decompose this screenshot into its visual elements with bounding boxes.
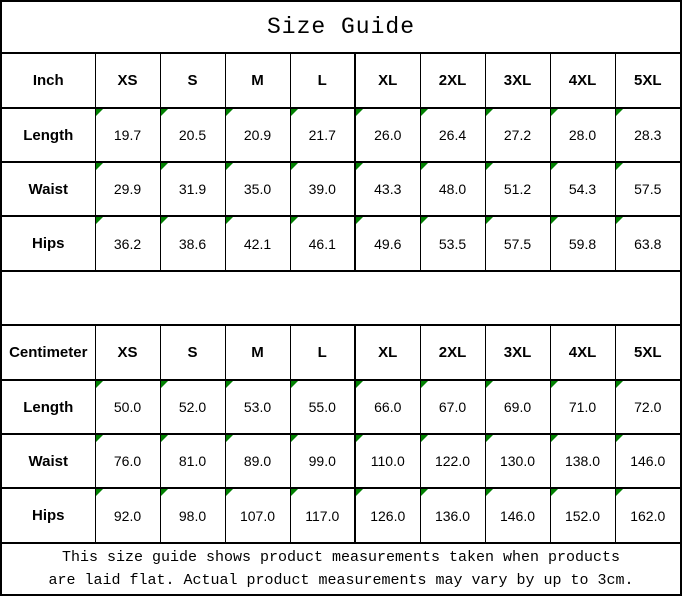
measurement-cell <box>420 380 485 434</box>
cell-corner-marker-icon <box>486 163 493 170</box>
measurement-cell <box>160 162 225 216</box>
measurement-value: 43.3 <box>374 181 402 197</box>
measurement-cell <box>420 434 485 488</box>
row-label: Hips <box>2 488 95 542</box>
measurement-value: 117.0 <box>305 507 340 524</box>
cell-corner-marker-icon <box>421 435 428 442</box>
measurement-value: 98.0 <box>178 507 207 524</box>
measurement-value: 51.2 <box>503 181 532 197</box>
measurement-value: 27.2 <box>503 127 532 143</box>
cell-corner-marker-icon <box>226 381 233 388</box>
cell-corner-marker-icon <box>551 109 558 116</box>
measurement-value: 20.5 <box>178 127 207 143</box>
row-label: Waist <box>2 162 95 216</box>
cell-corner-marker-icon <box>226 435 233 442</box>
cell-corner-marker-icon <box>551 163 558 170</box>
measurement-value: 122.0 <box>434 453 471 469</box>
measurement-value: 110.0 <box>370 453 405 469</box>
measurement-cell <box>550 488 615 542</box>
measurement-value: 107.0 <box>239 507 276 524</box>
measurement-value: 162.0 <box>630 507 666 524</box>
measurement-value: 21.7 <box>308 127 336 143</box>
size-header: L <box>290 326 355 380</box>
cell-corner-marker-icon <box>616 435 623 442</box>
measurement-cell <box>615 216 680 270</box>
measurement-cell <box>225 488 290 542</box>
measurement-cell <box>290 380 355 434</box>
cell-corner-marker-icon <box>291 435 298 442</box>
measurement-value: 35.0 <box>243 181 272 197</box>
cell-corner-marker-icon <box>96 163 103 170</box>
cell-corner-marker-icon <box>616 109 623 116</box>
table-row-hips-inch <box>2 216 680 270</box>
measurement-value: 66.0 <box>374 399 402 415</box>
measurement-value: 71.0 <box>568 399 597 415</box>
row-label: Waist <box>2 434 95 488</box>
measurement-cell <box>355 488 420 542</box>
measurement-cell <box>550 108 615 162</box>
table-row-hips-cm <box>2 488 680 542</box>
measurement-cell <box>615 108 680 162</box>
measurement-cell <box>290 216 355 270</box>
cell-corner-marker-icon <box>421 489 428 496</box>
measurement-value: 53.0 <box>243 399 272 415</box>
measurement-value: 146.0 <box>499 507 536 524</box>
measurement-value: 63.8 <box>634 235 662 252</box>
cell-corner-marker-icon <box>356 109 363 116</box>
size-header: S <box>160 326 225 380</box>
cell-corner-marker-icon <box>421 217 428 224</box>
cell-corner-marker-icon <box>161 489 168 496</box>
measurement-cell <box>290 108 355 162</box>
measurement-value: 26.4 <box>438 127 467 143</box>
measurement-value: 72.0 <box>634 399 662 415</box>
row-label: Length <box>2 108 95 162</box>
page-title: Size Guide <box>2 2 680 54</box>
measurement-value: 138.0 <box>564 453 601 469</box>
measurement-value: 28.0 <box>568 127 597 143</box>
measurement-cell <box>355 380 420 434</box>
size-header: M <box>225 54 290 108</box>
cell-corner-marker-icon <box>551 217 558 224</box>
cell-corner-marker-icon <box>226 163 233 170</box>
size-header: 4XL <box>550 326 615 380</box>
size-header: 3XL <box>485 326 550 380</box>
measurement-value: 81.0 <box>178 453 207 469</box>
size-header: 5XL <box>615 326 680 380</box>
measurement-cell <box>550 216 615 270</box>
measurement-cell <box>290 434 355 488</box>
measurement-value: 29.9 <box>113 181 142 197</box>
cell-corner-marker-icon <box>356 381 363 388</box>
measurement-value: 59.8 <box>568 235 597 252</box>
measurement-value: 52.0 <box>178 399 207 415</box>
cell-corner-marker-icon <box>291 217 298 224</box>
measurement-cell <box>485 108 550 162</box>
measurement-value: 152.0 <box>564 507 601 524</box>
cell-corner-marker-icon <box>486 109 493 116</box>
measurement-cell <box>615 162 680 216</box>
measurement-cell <box>485 162 550 216</box>
table-row-waist-inch <box>2 162 680 216</box>
measurement-cell <box>355 216 420 270</box>
measurement-cell <box>160 434 225 488</box>
measurement-cell <box>290 162 355 216</box>
size-header: 3XL <box>485 54 550 108</box>
cell-corner-marker-icon <box>486 489 493 496</box>
cell-corner-marker-icon <box>291 109 298 116</box>
cell-corner-marker-icon <box>96 381 103 388</box>
cell-corner-marker-icon <box>291 381 298 388</box>
size-header: S <box>160 54 225 108</box>
measurement-value: 67.0 <box>438 399 467 415</box>
measurement-cell <box>290 488 355 542</box>
measurement-cell <box>95 434 160 488</box>
table-row-length-cm <box>2 380 680 434</box>
size-header: 2XL <box>420 54 485 108</box>
measurement-cell <box>225 380 290 434</box>
cell-corner-marker-icon <box>161 109 168 116</box>
measurement-cell <box>420 108 485 162</box>
cell-corner-marker-icon <box>356 163 363 170</box>
footer-note <box>2 542 680 594</box>
cell-corner-marker-icon <box>356 217 363 224</box>
cell-corner-marker-icon <box>161 435 168 442</box>
cell-corner-marker-icon <box>96 489 103 496</box>
measurement-value: 99.0 <box>308 453 336 469</box>
measurement-cell <box>355 434 420 488</box>
cell-corner-marker-icon <box>226 217 233 224</box>
cell-corner-marker-icon <box>96 109 103 116</box>
measurement-cell <box>225 162 290 216</box>
measurement-cell <box>355 108 420 162</box>
measurement-cell <box>615 434 680 488</box>
cell-corner-marker-icon <box>161 217 168 224</box>
measurement-cell <box>485 488 550 542</box>
size-header: L <box>290 54 355 108</box>
table-row-header <box>2 326 680 380</box>
measurement-cell <box>95 108 160 162</box>
measurement-cell <box>485 216 550 270</box>
size-header: 5XL <box>615 54 680 108</box>
cell-corner-marker-icon <box>421 109 428 116</box>
size-header: XL <box>355 54 420 108</box>
measurement-cell <box>225 434 290 488</box>
measurement-cell <box>485 434 550 488</box>
cell-corner-marker-icon <box>356 489 363 496</box>
measurement-value: 126.0 <box>370 507 406 524</box>
measurement-cell <box>95 216 160 270</box>
measurement-value: 31.9 <box>178 181 207 197</box>
measurement-value: 53.5 <box>438 235 467 252</box>
measurement-cell <box>95 162 160 216</box>
cell-corner-marker-icon <box>161 163 168 170</box>
measurement-cell <box>420 488 485 542</box>
measurement-value: 130.0 <box>499 453 536 469</box>
centimeter-size-table <box>2 326 680 542</box>
measurement-value: 76.0 <box>113 453 142 469</box>
measurement-value: 57.5 <box>634 181 662 197</box>
row-label: Length <box>2 380 95 434</box>
table-row-header <box>2 54 680 108</box>
table-row-length-inch <box>2 108 680 162</box>
measurement-cell <box>550 434 615 488</box>
measurement-value: 19.7 <box>113 127 142 143</box>
cell-corner-marker-icon <box>421 381 428 388</box>
size-header: XS <box>95 326 160 380</box>
cell-corner-marker-icon <box>161 381 168 388</box>
footer-note-line1: This size guide shows product measurements taken when products <box>61 549 621 566</box>
size-header: XL <box>355 326 420 380</box>
size-header: 2XL <box>420 326 485 380</box>
table-row-waist-cm <box>2 434 680 488</box>
measurement-value: 36.2 <box>113 235 142 252</box>
measurement-value: 50.0 <box>113 399 142 415</box>
row-label: Hips <box>2 216 95 270</box>
measurement-value: 39.0 <box>308 181 336 197</box>
unit-label-centimeter: Centimeter <box>2 326 95 380</box>
measurement-cell <box>485 380 550 434</box>
cell-corner-marker-icon <box>421 163 428 170</box>
cell-corner-marker-icon <box>551 381 558 388</box>
measurement-value: 136.0 <box>434 507 471 524</box>
measurement-value: 38.6 <box>178 235 207 252</box>
spacer-row <box>2 270 680 326</box>
measurement-cell <box>420 162 485 216</box>
cell-corner-marker-icon <box>551 489 558 496</box>
measurement-cell <box>160 488 225 542</box>
measurement-value: 48.0 <box>438 181 467 197</box>
measurement-value: 28.3 <box>634 127 662 143</box>
measurement-cell <box>615 380 680 434</box>
cell-corner-marker-icon <box>226 489 233 496</box>
measurement-value: 69.0 <box>503 399 532 415</box>
cell-corner-marker-icon <box>96 217 103 224</box>
cell-corner-marker-icon <box>291 163 298 170</box>
footer-note-line2: are laid flat. Actual product measurements may vary by up to 3cm. <box>48 572 634 589</box>
measurement-value: 46.1 <box>308 235 336 252</box>
measurement-value: 57.5 <box>503 235 532 252</box>
measurement-cell <box>160 216 225 270</box>
measurement-value: 146.0 <box>630 453 666 469</box>
measurement-cell <box>550 380 615 434</box>
measurement-value: 26.0 <box>374 127 402 143</box>
measurement-cell <box>225 216 290 270</box>
measurement-value: 92.0 <box>113 507 142 524</box>
cell-corner-marker-icon <box>356 435 363 442</box>
cell-corner-marker-icon <box>616 381 623 388</box>
measurement-cell <box>95 380 160 434</box>
size-header: XS <box>95 54 160 108</box>
measurement-value: 20.9 <box>243 127 272 143</box>
cell-corner-marker-icon <box>616 163 623 170</box>
cell-corner-marker-icon <box>616 217 623 224</box>
measurement-value: 55.0 <box>308 399 336 415</box>
unit-label-inch: Inch <box>2 54 95 108</box>
measurement-cell <box>420 216 485 270</box>
inch-size-table <box>2 54 680 270</box>
cell-corner-marker-icon <box>486 217 493 224</box>
cell-corner-marker-icon <box>551 435 558 442</box>
cell-corner-marker-icon <box>616 489 623 496</box>
measurement-cell <box>355 162 420 216</box>
cell-corner-marker-icon <box>291 489 298 496</box>
measurement-cell <box>95 488 160 542</box>
measurement-value: 54.3 <box>568 181 597 197</box>
size-header: M <box>225 326 290 380</box>
measurement-cell <box>160 380 225 434</box>
cell-corner-marker-icon <box>486 381 493 388</box>
measurement-value: 89.0 <box>243 453 272 469</box>
measurement-value: 42.1 <box>243 235 272 252</box>
cell-corner-marker-icon <box>226 109 233 116</box>
measurement-cell <box>615 488 680 542</box>
cell-corner-marker-icon <box>486 435 493 442</box>
measurement-value: 49.6 <box>374 235 402 252</box>
measurement-cell <box>225 108 290 162</box>
cell-corner-marker-icon <box>96 435 103 442</box>
size-header: 4XL <box>550 54 615 108</box>
measurement-cell <box>550 162 615 216</box>
measurement-cell <box>160 108 225 162</box>
